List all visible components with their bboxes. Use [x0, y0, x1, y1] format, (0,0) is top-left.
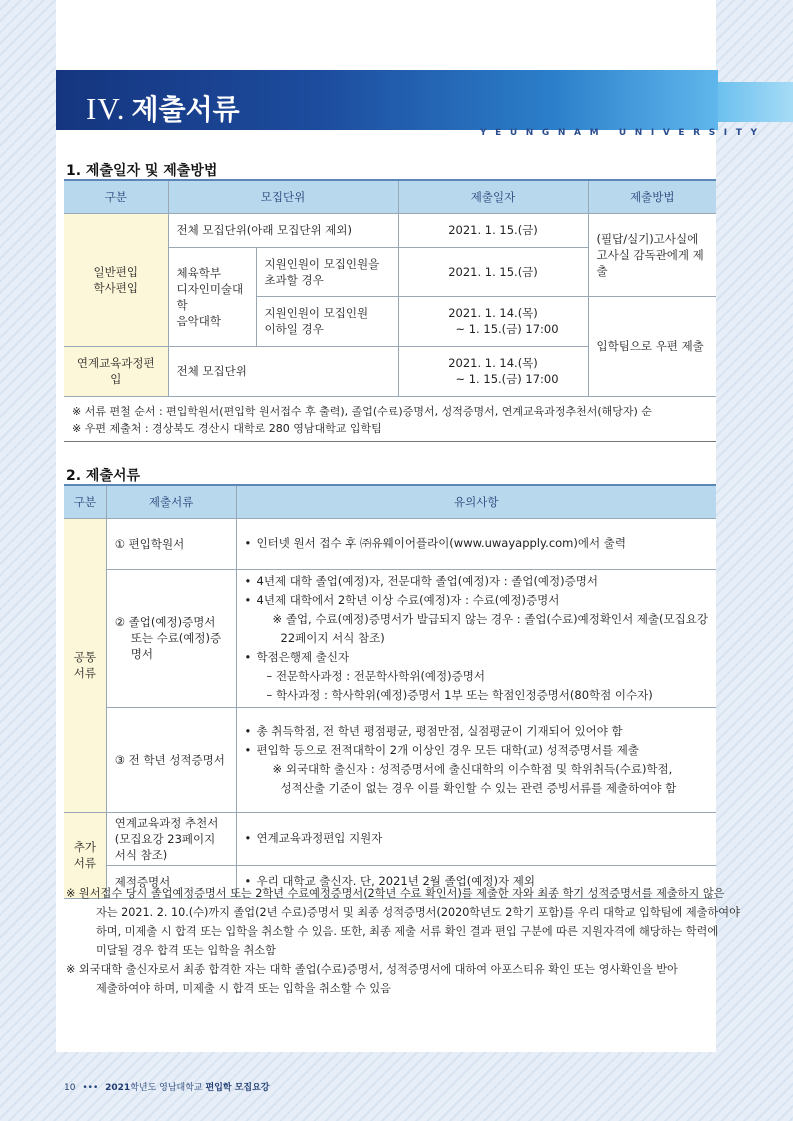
- group-label-line: 일반편입: [93, 264, 138, 279]
- banner-accent: [718, 82, 793, 122]
- doc-transcript: ③ 전 학년 성적증명서: [106, 707, 236, 812]
- doc-recommendation: [106, 812, 236, 865]
- header-date: 제출일자: [398, 180, 588, 213]
- header-unit: 모집단위: [168, 180, 398, 213]
- header-notes: 유의사항: [236, 485, 716, 518]
- list-item: • 편입학 등으로 전적대학이 2개 이상인 경우 모든 대학(교) 성적증명서를 제출: [245, 741, 708, 760]
- submission-schedule-table: [64, 179, 716, 397]
- list-item: • 학점은행제 출신자: [245, 648, 708, 667]
- unit-line: 체육학부: [176, 265, 221, 280]
- method-exam-room: [588, 213, 716, 296]
- date-cell: 2021. 1. 15.(금): [398, 247, 588, 296]
- note-line: 하며, 미제출 시 합격 또는 입학을 취소할 수 있음. 또한, 최종 제출 서류 확인 결과 편입 구분에 따른 지원자격에 해당하는 학력에: [96, 925, 719, 938]
- method-line: 고사실 감독관에게 제출: [596, 247, 704, 278]
- list-item: ※ 졸업, 수료(예정)증명서가 발급되지 않는 경우 : 졸업(수료)예정확인서 제출(모집요강: [272, 611, 708, 626]
- note-line: 자는 2021. 2. 10.(수)까지 졸업(2년 수료)증명서 및 최종 성적증명서(2020학년도 2학기 포함)를 우리 대학교 입학팀에 제출하여야: [96, 906, 740, 919]
- bottom-notes: [66, 884, 740, 998]
- table-row: [64, 569, 716, 707]
- university-name: YEUNGNAM UNIVERSITY: [480, 128, 766, 138]
- list-item: • 4년제 대학 졸업(예정)자, 전문대학 졸업(예정)자 : 졸업(예정)증명서: [245, 572, 708, 591]
- list-item: 성적산출 기준이 없는 경우 이를 확인할 수 있는 관련 증빙서류를 제출하여야 함: [280, 780, 677, 795]
- header-category: 구분: [64, 180, 168, 213]
- doc-line: (모집요강 23페이지 서식 참조): [114, 831, 216, 862]
- divider: [64, 441, 716, 442]
- condition-line: 지원인원이 모집인원: [264, 306, 369, 320]
- unit-line: 디자인미술대학: [176, 281, 244, 312]
- table-row: [64, 707, 716, 812]
- list-item: • 4년제 대학에서 2학년 이상 수료(예정)자 : 수료(예정)증명서: [245, 591, 708, 610]
- footer-bold-text: 편입학 모집요강: [205, 1083, 270, 1093]
- condition-over-cell: [256, 247, 398, 296]
- group-label-line: 서류: [73, 856, 96, 870]
- group-label-line: 서류: [73, 666, 96, 680]
- group-common-docs: [64, 518, 106, 812]
- section1-title: 1. 제출일자 및 제출방법: [66, 163, 218, 179]
- note-line: 제출하여야 하며, 미제출 시 합격 또는 입학을 취소할 수 있음: [96, 982, 391, 995]
- table-row: [64, 518, 716, 569]
- list-item: – 전문학사과정 : 전문학사학위(예정)증명서: [266, 668, 485, 683]
- date-line: ~ 1. 15.(금) 17:00: [455, 372, 559, 386]
- date-range-cell: [398, 346, 588, 396]
- all-units-cell: 전체 모집단위(아래 모집단위 제외): [168, 213, 398, 247]
- doc-graduation-cert: [106, 569, 236, 707]
- page-number: 10: [64, 1083, 76, 1093]
- note-mail-address: ※ 우편 제출처 : 경상북도 경산시 대학로 280 영남대학교 입학팀: [72, 422, 382, 435]
- condition-under-cell: [256, 296, 398, 346]
- group-general-transfer: [64, 213, 168, 346]
- group-linked-curriculum: 연계교육과정편입: [64, 346, 168, 396]
- footer-dots: •••: [82, 1083, 99, 1093]
- doc-line: 또는 수료(예정)증명서: [130, 631, 222, 661]
- list-item: • 인터넷 원서 접수 후 ㈜유웨이어플라이(www.uwayapply.com)에서 출력: [245, 534, 708, 553]
- special-units-cell: [168, 247, 256, 346]
- note-line: ※ 외국대학 출신자로서 최종 합격한 자는 대학 졸업(수료)증명서, 성적증명서에 대하여 아포스티유 확인 또는 영사확인을 받아: [66, 963, 678, 976]
- doc-notes-cell: [236, 707, 716, 812]
- condition-line: 초과할 경우: [264, 272, 324, 287]
- list-item: • 연계교육과정편입 지원자: [245, 829, 708, 848]
- table-row: [64, 213, 716, 247]
- condition-line: 이하일 경우: [264, 322, 324, 336]
- note-line: 미달될 경우 합격 또는 입학을 취소함: [96, 944, 276, 957]
- group-label-line: 추가: [73, 840, 96, 854]
- doc-line: ② 졸업(예정)증명서: [114, 615, 216, 629]
- header-document: 제출서류: [106, 485, 236, 518]
- date-line: 2021. 1. 14.(목): [448, 306, 538, 320]
- doc-expulsion-cert: 제적증명서: [106, 865, 236, 898]
- date-range-cell: [398, 296, 588, 346]
- header-method: 제출방법: [588, 180, 716, 213]
- doc-notes-cell: [236, 569, 716, 707]
- section2-title: 2. 제출서류: [66, 468, 141, 484]
- method-line: (필답/실기)고사실에: [596, 231, 699, 246]
- required-documents-table: [64, 484, 716, 899]
- unit-line: 음악대학: [176, 313, 221, 328]
- list-item: – 학사과정 : 학사학위(예정)증명서 1부 또는 학점인정증명서(80학점 이수자): [266, 687, 653, 702]
- date-line: ~ 1. 15.(금) 17:00: [455, 322, 559, 336]
- note-filing-order: ※ 서류 편철 순서 : 편입학원서(편입학 원서접수 후 출력), 졸업(수료)증명서, 성적증명서, 연계교육과정추천서(해당자) 순: [72, 405, 652, 418]
- table-header-row: [64, 180, 716, 213]
- page-footer: [64, 1080, 270, 1093]
- date-line: 2021. 1. 14.(목): [448, 356, 538, 370]
- linked-units-cell: 전체 모집단위: [168, 346, 398, 396]
- doc-notes-cell: [236, 518, 716, 569]
- group-label-line: 학사편입: [93, 280, 138, 295]
- condition-line: 지원인원이 모집인원을: [264, 256, 380, 271]
- table-row: [64, 812, 716, 865]
- chapter-numeral: IV.: [86, 91, 126, 126]
- list-item: ※ 외국대학 출신자 : 성적증명서에 출신대학의 이수학점 및 학위취득(수료)학점,: [272, 761, 673, 776]
- chapter-title-text: 제출서류: [131, 93, 240, 126]
- date-cell: 2021. 1. 15.(금): [398, 213, 588, 247]
- note-line: ※ 원서접수 당시 졸업예정증명서 또는 2학년 수료예정증명서(2학년 수료 확인서)를 제출한 자와 최종 학기 성적증명서를 제출하지 않은: [66, 887, 725, 900]
- table-header-row: [64, 485, 716, 518]
- doc-application: ① 편입학원서: [106, 518, 236, 569]
- doc-notes-cell: [236, 812, 716, 865]
- footer-text: 학년도 영남대학교: [130, 1083, 203, 1093]
- section1-notes: [72, 403, 652, 437]
- doc-line: 연계교육과정 추천서: [114, 815, 219, 830]
- chapter-title: [86, 88, 240, 128]
- footer-year: 2021: [105, 1083, 131, 1093]
- group-label-line: 공통: [73, 650, 96, 664]
- list-item: • 총 취득학점, 전 학년 평점평균, 평점만점, 실점평균이 기재되어 있어야 함: [245, 722, 708, 741]
- method-mail: 입학팀으로 우편 제출: [588, 296, 716, 396]
- list-item: • 우리 대학교 출신자. 단, 2021년 2월 졸업(예정)자 제외: [245, 872, 708, 891]
- list-item: 22페이지 서식 참조): [280, 630, 385, 645]
- header-category: 구분: [64, 485, 106, 518]
